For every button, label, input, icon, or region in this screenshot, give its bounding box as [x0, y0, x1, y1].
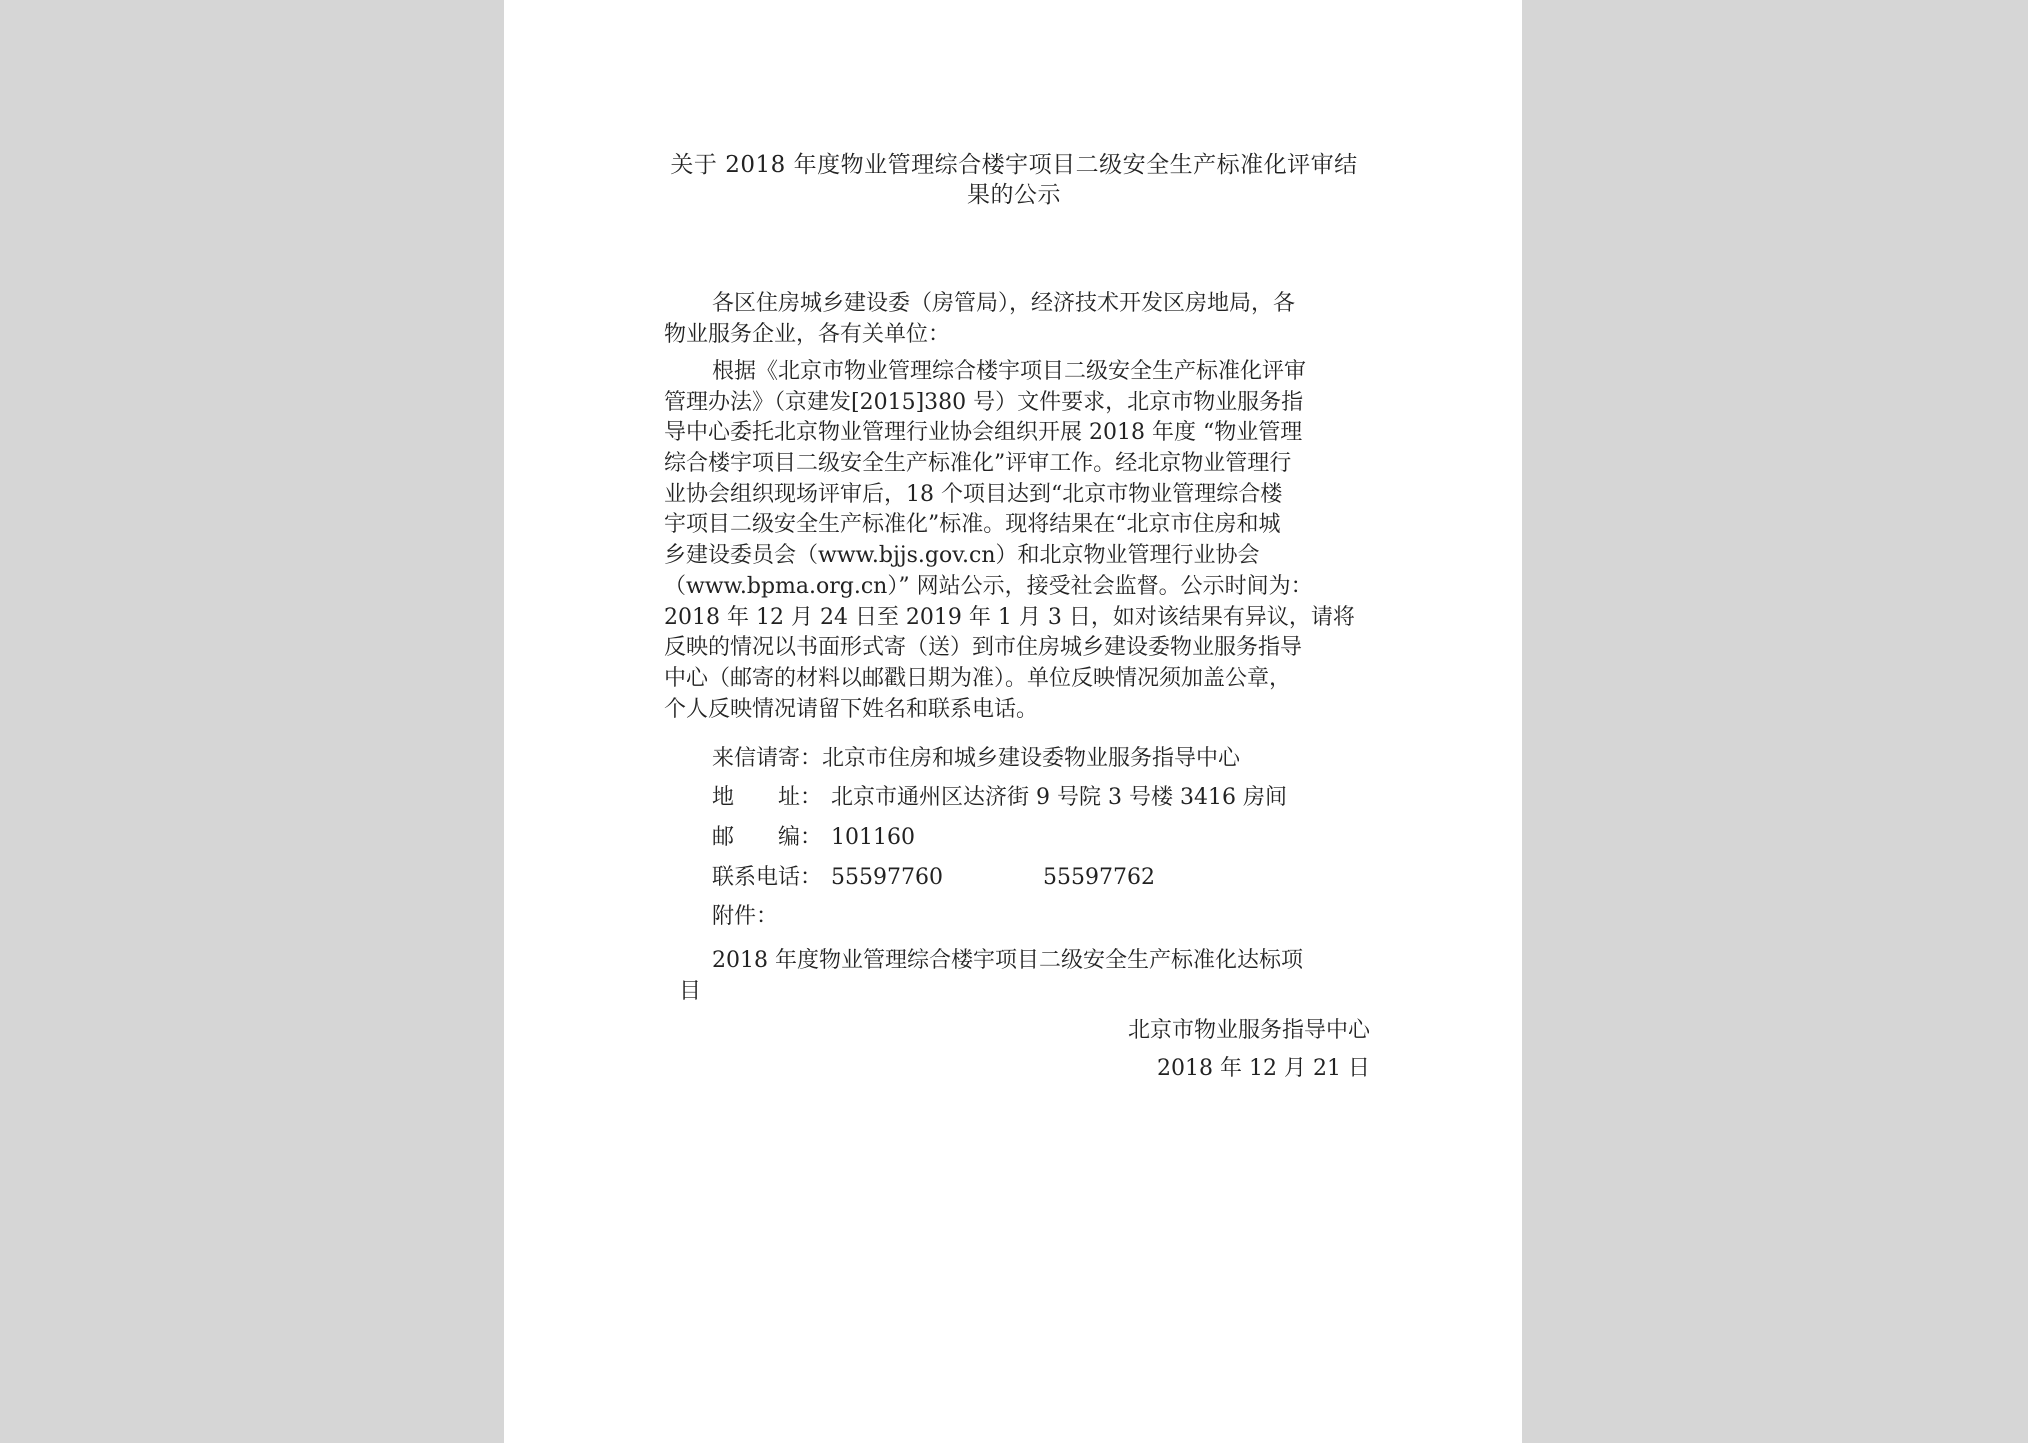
phone-label: 联系电话：	[712, 865, 823, 890]
body-line: 个人反映情况请留下姓名和联系电话。	[664, 696, 1039, 722]
attachment-item	[664, 946, 1370, 1007]
mail-label: 来信请寄：	[712, 746, 823, 771]
title-line: 果的公示	[967, 182, 1061, 208]
attachment-label: 附件：	[712, 904, 779, 929]
phone-number-1: 55597760	[831, 865, 943, 890]
postcode-value: 101160	[831, 825, 915, 850]
body-line: （www.bpma.org.cn）” 网站公示，接受社会监督。公示时间为：	[664, 573, 1313, 599]
address-label-second: 址：	[778, 785, 823, 810]
body-line: 导中心委托北京物业管理行业协会组织开展 2018 年度 “物业管理	[664, 420, 1303, 446]
salutation-line: 各区住房城乡建设委（房管局），经济技术开发区房地局，各	[712, 291, 1296, 316]
mail-value: 北京市住房和城乡建设委物业服务指导中心	[822, 746, 1241, 771]
salutation	[664, 289, 1370, 350]
address-value: 北京市通州区达济街 9 号院 3 号楼 3416 房间	[831, 785, 1287, 810]
body-line: 乡建设委员会（www.bjjs.gov.cn）和北京物业管理行业协会	[664, 543, 1260, 569]
title-line: 关于 2018 年度物业管理综合楼宇项目二级安全生产标准化评审结	[670, 152, 1358, 178]
contact-mail	[712, 744, 1240, 774]
document-page	[504, 0, 1522, 1443]
address-label-first: 地	[712, 785, 735, 810]
phone-number-2: 55597762	[1042, 865, 1155, 890]
postcode-label-second: 编：	[778, 825, 823, 850]
body-paragraph	[664, 357, 1370, 725]
contact-phone	[712, 863, 1155, 893]
signature-date: 2018 年 12 月 21 日	[1157, 1056, 1370, 1081]
body-line: 反映的情况以书面形式寄（送）到市住房城乡建设委物业服务指导	[664, 635, 1303, 661]
body-line: 根据《北京市物业管理综合楼宇项目二级安全生产标准化评审	[712, 359, 1307, 384]
attachment-line: 目	[679, 978, 702, 1004]
body-line: 综合楼宇项目二级安全生产标准化”评审工作。经北京物业管理行	[664, 451, 1292, 477]
postcode-label-first: 邮	[712, 825, 735, 850]
attachment-line: 2018 年度物业管理综合楼宇项目二级安全生产标准化达标项	[712, 948, 1303, 973]
salutation-line: 物业服务企业，各有关单位：	[664, 321, 951, 347]
contact-address	[712, 783, 1287, 813]
body-line: 宇项目二级安全生产标准化”标准。现将结果在“北京市住房和城	[664, 512, 1281, 538]
body-line: 2018 年 12 月 24 日至 2019 年 1 月 3 日，如对该结果有异议，请将	[664, 604, 1355, 630]
body-line: 中心（邮寄的材料以邮戳日期为准）。单位反映情况须加盖公章，	[664, 665, 1292, 691]
document-title	[664, 150, 1364, 210]
body-line: 管理办法》（京建发[2015]380 号）文件要求，北京市物业服务指	[664, 389, 1304, 415]
contact-postcode	[712, 823, 915, 853]
body-line: 业协会组织现场评审后，18 个项目达到“北京市物业管理综合楼	[664, 481, 1283, 507]
signature-org: 北京市物业服务指导中心	[1127, 1018, 1370, 1043]
